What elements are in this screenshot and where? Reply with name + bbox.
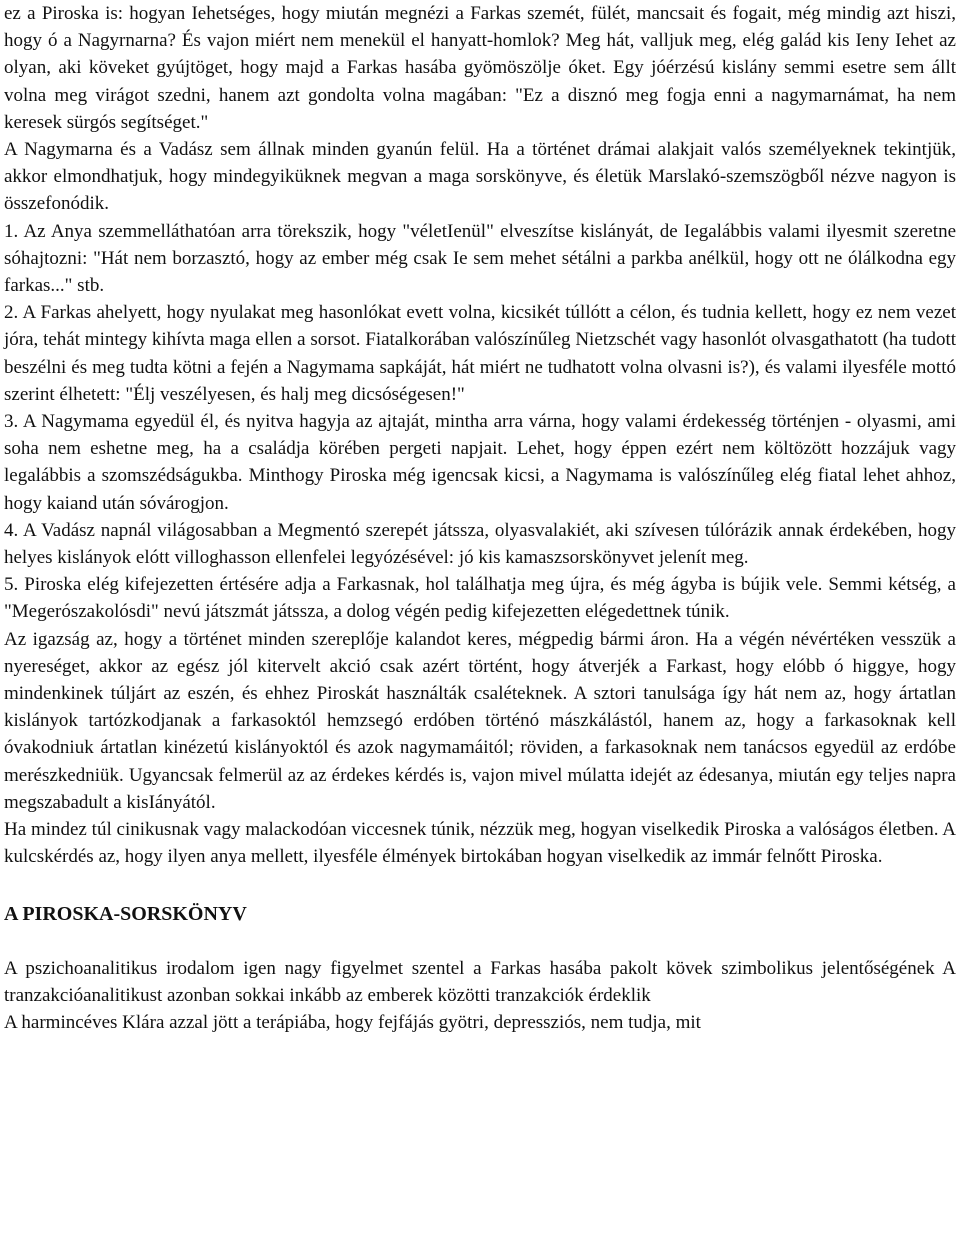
paragraph: ez a Piroska is: hogyan Iehetséges, hogy miután megnézi a Farkas szemét, fülét, mancsait és fogait, még mindig azt hiszi, hogy ó a Nagyrnarna? És vajon miért nem menekül el hanyatt-homlok? Meg hát, valljuk meg, elég galád kis Ieny Iehet az olyan, aki köveket gyújtöget, hogy majd a Farkas hasába gyömöszölje óket. Egy jóérzésú kislány semmi esetre sem állt volna meg virágot szedni, hanem azt gondolta volna magában: "Ez a disznó meg fogja enni a nagymarnámat, ha nem keresek sürgós segítséget." [4, 3, 956, 133]
paragraph: A Nagymarna és a Vadász sem állnak minden gyanún felül. Ha a történet drámai alakjait valós személyeknek tekintjük, akkor elmondhatjuk, hogy mindegyiküknek megvan a maga sorskönyve, és életük Marslakó-szemszögből nézve nagyon is összefonódik. [4, 139, 956, 215]
paragraph: Ha mindez túl cinikusnak vagy malackodóan viccesnek túnik, nézzük meg, hogyan viselkedik Piroska a valóságos életben. A kulcskérdés az, hogy ilyen anya mellett, ilyesféle élmények birtokában hogyan viselkedik az immár felnőtt Piroska. [4, 819, 956, 868]
paragraph: A pszichoanalitikus irodalom igen nagy figyelmet szentel a Farkas hasába pakolt kövek szimbolikus jelentőségének A tranzakcióanalitikust azonban sokkai inkább az emberek közötti tranzakciók érdeklik [4, 957, 956, 1006]
list-item-paragraph: 2. A Farkas ahelyett, hogy nyulakat meg hasonlókat evett volna, kicsikét túllótt a célon, és tudnia kellett, hogy ez nem vezet jóra, tehát mintegy kihívta maga ellen a sorsot. Fiatalkorában valószínűleg Nietzschét vagy hasonlót olvasgathatott (ha tudott beszélni és meg tudta kötni a fején a Nagymama sapkáját, hát miért ne tudhatott volna olvasni is?), és valami ilyesféle mottó szerint élhetett: "Élj veszélyesen, és halj meg dicsóségesen!" [4, 302, 956, 405]
list-item-paragraph: 4. A Vadász napnál világosabban a Megmentó szerepét játssza, olyasvalakiét, aki szívesen túlórázik annak érdekében, hogy helyes kislányok elótt villoghasson ellenfelei legyózésével: jó kis kamaszsorskönyvet jelenít meg. [4, 519, 956, 569]
list-item-paragraph: 1. Az Anya szemmelláthatóan arra törekszik, hogy "véletIenül" elveszítse kislányát, de Iegalábbis valami ilyesmit szeretne sóhajtozni: "Hát nem borzasztó, hogy az ember még csak Ie sem mehet sétálni a parkba anélkül, hogy ott ne ólálkodna egy farkas..." stb. [4, 220, 956, 297]
document-page [4, 0, 956, 1036]
list-item-paragraph: 3. A Nagymama egyedül él, és nyitva hagyja az ajtaját, mintha arra várna, hogy valami érdekesség történjen - olyasmi, ami soha nem eshetne meg, ha a családja körében pergeti napjait. Lehet, hogy éppen ezért nem költözött hozzájuk vagy legalábbis a szomszédságukba. Minthogy Piroska még igencsak kicsi, a Nagymama is valószínűleg elég fiatal lehet ahhoz, hogy kaiand után sóvárogjon. [4, 411, 956, 514]
list-item-paragraph: 5. Piroska elég kifejezetten értésére adja a Farkasnak, hol találhatja meg újra, és még ágyba is bújik vele. Semmi kétség, a "Megerószakolósdi" nevú játszmát játssza, a dolog végén pedig kifejezetten elégedettnek túnik. [4, 574, 956, 623]
paragraph: A harmincéves Klára azzal jött a terápiába, hogy fejfájás gyötri, depressziós, nem tudja, mit [4, 1011, 701, 1033]
section-heading: A PIROSKA-SORSKÖNYV [4, 902, 247, 925]
paragraph: Az igazság az, hogy a történet minden szereplője kalandot keres, mégpedig bármi áron. Ha a végén névértéken vesszük a nyereséget, akkor az egész jól kitervelt akció csak azért történt, hogy átverjék a Farkast, hogy elóbb ó higgye, hogy mindenkinek túljárt az eszén, és ehhez Piroskát használták csaléteknek. A sztori tanulsága így hát nem az, hogy ártatlan kislányok tartózkodjanak a farkasoktól hemzsegó erdóben történó mászkálástól, hanem az, hogy a farkasoknak kell óvakodniuk ártatlan kinézetú kislányoktól és azok nagymamáitól; röviden, a farkasoknak nem tanácsos egyedül az erdóbe merészkedniük. Ugyancsak felmerül az az érdekes kérdés is, vajon mivel múlatta idejét az édesanya, miután egy teljes napra megszabadult a kisIányától. [4, 628, 956, 813]
